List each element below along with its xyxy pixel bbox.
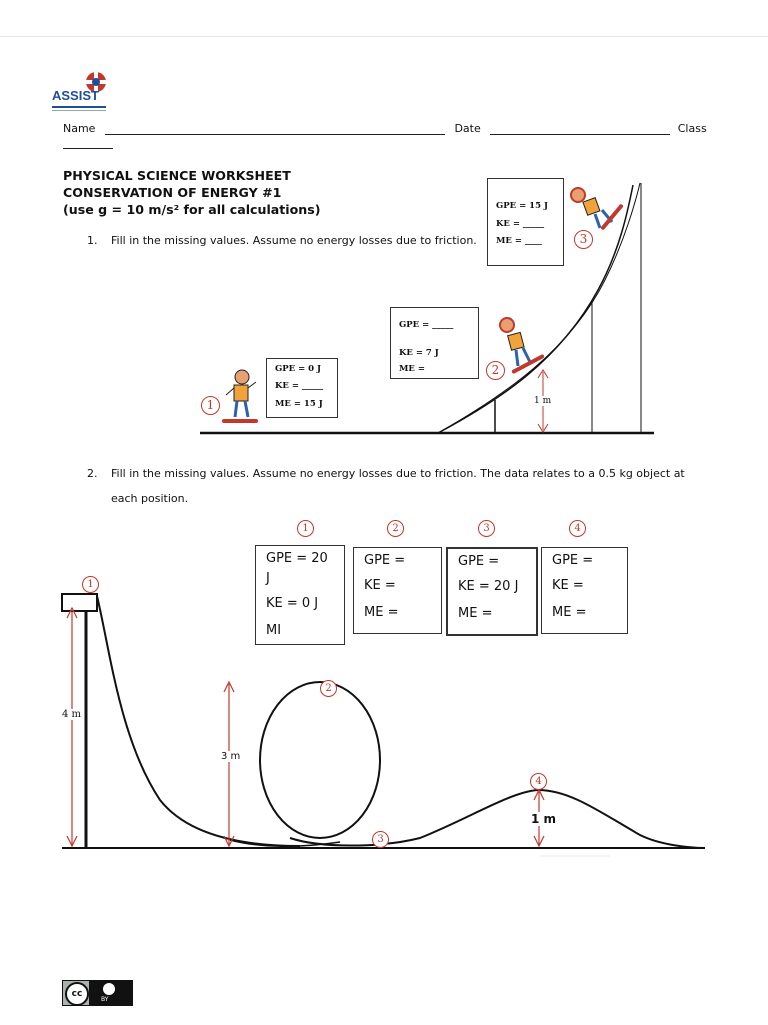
q2-c3-ke: KE = 20 J bbox=[458, 579, 519, 594]
q1-p2-ke: KE = 7 J bbox=[399, 348, 439, 358]
q1-p1-gpe: GPE = 0 J bbox=[275, 364, 322, 374]
q1-p2-me[interactable]: ME = bbox=[399, 364, 425, 374]
question-2-number: 2. bbox=[87, 467, 98, 480]
height-label-1m: 1 m bbox=[531, 812, 557, 826]
q1-p3-ke[interactable]: KE = _____ bbox=[496, 219, 545, 229]
title-line3: (use g = 10 m/s² for all calculations) bbox=[63, 202, 321, 217]
logo-text: ASSIST bbox=[52, 88, 99, 103]
q1-height-label: 1 m bbox=[534, 396, 552, 406]
cc-icon: cc bbox=[65, 982, 89, 1006]
question-1-text: Fill in the missing values. Assume no energy losses due to friction. bbox=[111, 234, 477, 247]
by-label: BY bbox=[101, 996, 109, 1003]
name-label: Name bbox=[63, 122, 96, 135]
q2-track-marker-3: 3 bbox=[372, 831, 389, 848]
question-2-text-1: Fill in the missing values. Assume no energy losses due to friction. The data relates to a 0.5 kg object at bbox=[111, 467, 685, 480]
q2-track-marker-4: 4 bbox=[530, 773, 547, 790]
q2-c1-gpe: GPE = 20 bbox=[266, 551, 328, 566]
q2-c2-gpe[interactable]: GPE = bbox=[364, 553, 406, 568]
q1-p3-gpe: GPE = 15 J bbox=[496, 201, 548, 211]
q1-p3-me[interactable]: ME = ____ bbox=[496, 236, 542, 246]
title-line1: PHYSICAL SCIENCE WORKSHEET bbox=[63, 168, 291, 183]
height-label-4m: 4 m bbox=[62, 709, 82, 720]
q1-marker-1: 1 bbox=[201, 396, 220, 415]
q2-c3-gpe[interactable]: GPE = bbox=[458, 554, 500, 569]
q2-c4-gpe[interactable]: GPE = bbox=[552, 553, 594, 568]
q2-c2-ke[interactable]: KE = bbox=[364, 578, 396, 593]
q2-c3-me[interactable]: ME = bbox=[458, 606, 493, 621]
question-2-text-2: each position. bbox=[111, 492, 189, 505]
q2-col-marker-3: 3 bbox=[478, 520, 495, 537]
q2-track-marker-2: 2 bbox=[320, 680, 337, 697]
class-label: Class bbox=[677, 122, 707, 135]
q1-marker-2: 2 bbox=[486, 361, 505, 380]
height-label-3m: 3 m bbox=[221, 751, 241, 762]
q2-c4-ke[interactable]: KE = bbox=[552, 578, 584, 593]
q2-c2-me[interactable]: ME = bbox=[364, 605, 399, 620]
q1-p1-ke[interactable]: KE = _____ bbox=[275, 381, 324, 391]
q2-c1-me[interactable]: MI bbox=[266, 623, 282, 638]
q2-col-marker-1: 1 bbox=[297, 520, 314, 537]
q1-p1-me: ME = 15 J bbox=[275, 399, 323, 409]
cc-by-license-badge[interactable] bbox=[62, 980, 133, 1006]
title-line2: CONSERVATION OF ENERGY #1 bbox=[63, 185, 282, 200]
q1-marker-3: 3 bbox=[574, 230, 593, 249]
question-1-number: 1. bbox=[87, 234, 98, 247]
by-panel bbox=[89, 981, 132, 1005]
date-label: Date bbox=[454, 122, 481, 135]
person-icon bbox=[103, 983, 115, 995]
q2-col-marker-2: 2 bbox=[387, 520, 404, 537]
q2-c4-me[interactable]: ME = bbox=[552, 605, 587, 620]
q2-col-marker-4: 4 bbox=[569, 520, 586, 537]
q2-c1-gpe-unit: J bbox=[266, 571, 270, 586]
q2-track-marker-1: 1 bbox=[82, 576, 99, 593]
q2-c1-ke: KE = 0 J bbox=[266, 596, 319, 611]
q1-p2-gpe[interactable]: GPE = _____ bbox=[399, 320, 454, 330]
